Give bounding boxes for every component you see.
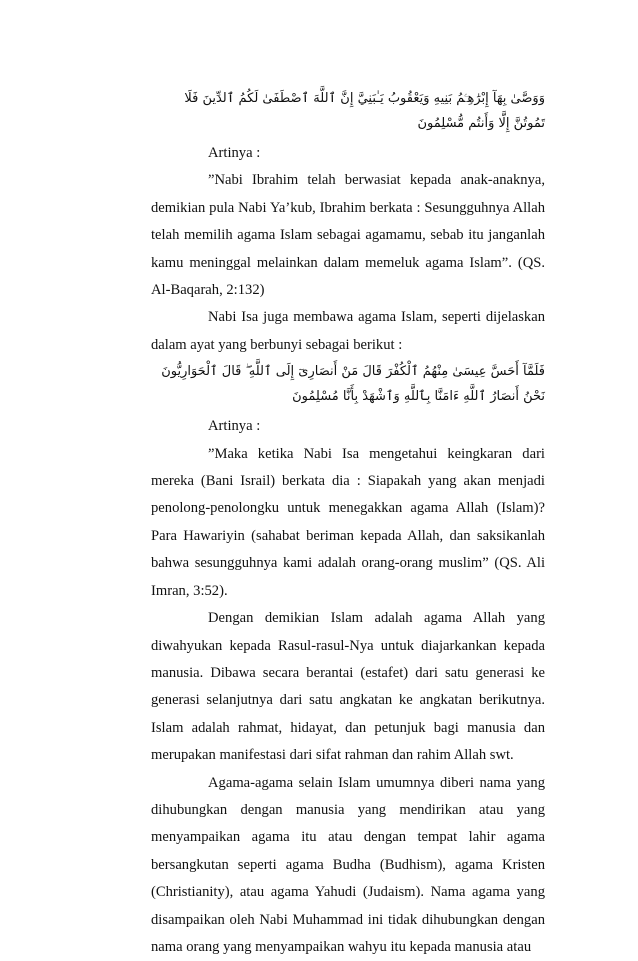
paragraph-islam-revealed: Dengan demikian Islam adalah agama Allah yang diwahyukan kepada Rasul-rasul-Nya untuk diajarkankan kepada manusia. Dibawa secara berantai (estafet) dari satu generasi ke generasi selanjutnya dari satu angkatan ke angkatan berikutnya. Islam adalah rahmat, hidayat, dan petunjuk bagi manusia dan merupakan manifestasi dari sifat rahman dan rahim Allah swt. [151, 610, 545, 764]
paragraph-other-religions: Agama-agama selain Islam umumnya diberi nama yang dihubungkan dengan manusia yang mendirikan atau yang menyampaikan agama itu atau dengan tempat lahir agama bersangkutan seperti agama Budha (Budhism), agama Kristen (Christianity), atau agama Yahudi (Judaism). Nama agama yang disampaikan oleh Nabi Muhammad ini tidak dihubungkan dengan nama orang yang menyampaikan wahyu itu kepada manusia atau [151, 774, 545, 955]
arabic-verse-al-baqarah: وَوَصَّىٰ بِهَآ إِبْرَٰهِـۧمُ بَنِيهِ وَيَعْقُوبُ يَـٰبَنِيَّ إِنَّ ٱللَّهَ ٱصْطَفَىٰ لَكُمُ ٱلدِّينَ فَلَا تَمُوتُنَّ إِلَّا وَأَنتُم مُّسْلِمُونَ [184, 91, 545, 131]
artinya-label: Artinya : [208, 418, 261, 435]
document-body [151, 86, 545, 961]
translation-al-baqarah: ”Nabi Ibrahim telah berwasiat kepada anak-anaknya, demikian pula Nabi Ya’kub, Ibrahim berkata : Sesungguhnya Allah telah memilih agama Islam sebagai agamamu, sebab itu janganlah kamu meninggal melainkan dalam memeluk agama Islam”. (QS. Al-Baqarah, 2:132) [151, 172, 545, 299]
arabic-verse-ali-imran: فَلَمَّآ أَحَسَّ عِيسَىٰ مِنْهُمُ ٱلْكُفْرَ قَالَ مَنْ أَنصَارِىٓ إِلَى ٱللَّهِ ۖ قَالَ ٱلْحَوَارِيُّونَ نَحْنُ أَنصَارُ ٱللَّهِ ءَامَنَّا بِٱللَّهِ وَٱشْهَدْ بِأَنَّا مُسْلِمُونَ [161, 364, 545, 405]
artinya-label: Artinya : [208, 145, 261, 161]
paragraph-isa-intro: Nabi Isa juga membawa agama Islam, seperti dijelaskan dalam ayat yang berbunyi sebagai berikut : [151, 309, 545, 353]
translation-ali-imran: ”Maka ketika Nabi Isa mengetahui keingkaran dari mereka (Bani Israil) berkata dia : Siapakah yang akan menjadi penolong-penolongku untuk menegakkan agama Allah (Islam)? Para Hawariyin (sahabat beriman kepada Allah, dan saksikanlah bahwa sesungguhnya kami adalah orang-orang muslim” (QS. Ali Imran, 3:52). [151, 445, 545, 599]
